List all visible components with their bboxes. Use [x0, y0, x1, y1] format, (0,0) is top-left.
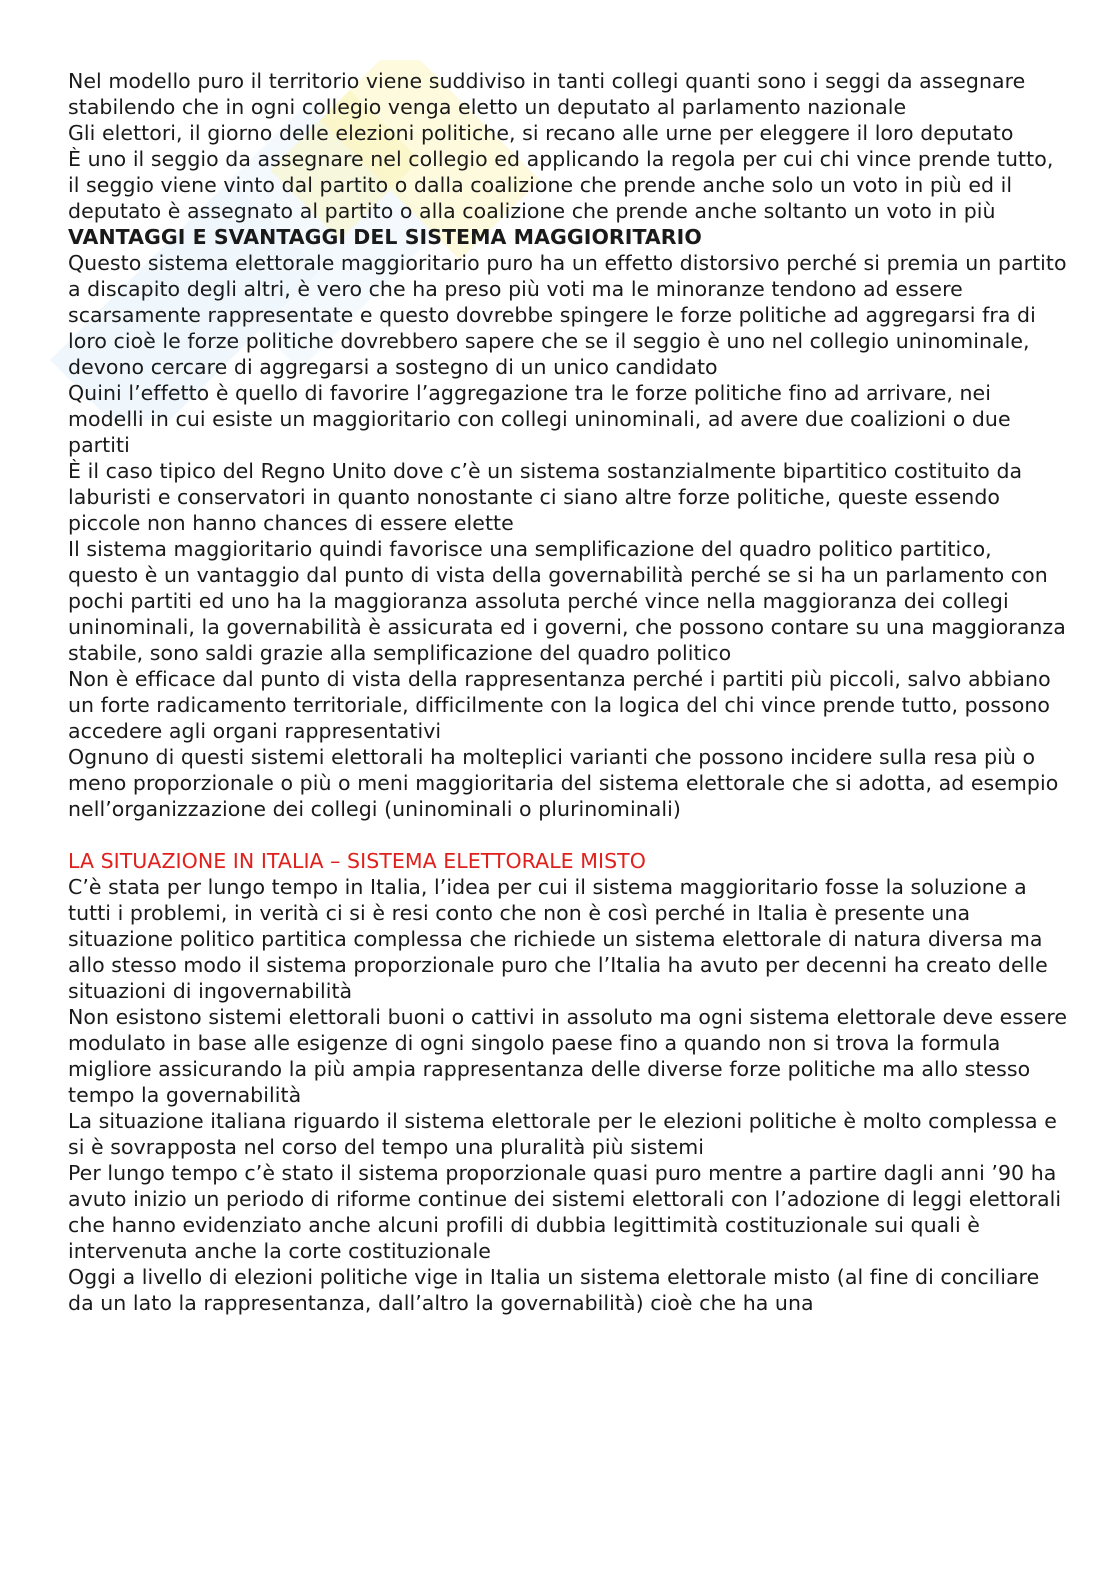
paragraph: È il caso tipico del Regno Unito dove c’è un sistema sostanzialmente bipartitico costituito da laburisti e conservatori in quanto nonostante ci siano altre forze politiche, queste essendo piccole non hanno chances di essere elette [68, 459, 1023, 535]
paragraph: Oggi a livello di elezioni politiche vige in Italia un sistema elettorale misto (al fine di conciliare da un lato la rappresentanza, dall’altro la governabilità) cioè che ha una [68, 1265, 1040, 1315]
section-heading-red: LA SITUAZIONE IN ITALIA – SISTEMA ELETTORALE MISTO [68, 849, 646, 873]
paragraph: Quini l’effetto è quello di favorire l’aggregazione tra le forze politiche fino ad arrivare, nei modelli in cui esiste un maggioritario con collegi uninominali, ad avere due coalizioni o due partiti [68, 381, 1011, 457]
paragraph: C’è stata per lungo tempo in Italia, l’idea per cui il sistema maggioritario fosse la soluzione a tutti i problemi, in verità ci si è resi conto che non è così perché in Italia è presente una situazione politico partitica complessa che richiede un sistema elettorale di natura diversa ma allo stesso modo il sistema proporzionale puro che l’Italia ha avuto per decenni ha creato delle situazioni di ingovernabilità [68, 875, 1048, 1003]
paragraph: Nel modello puro il territorio viene suddiviso in tanti collegi quanti sono i seggi da assegnare stabilendo che in ogni collegio venga eletto un deputato al parlamento nazionale [68, 69, 1026, 119]
section-heading: VANTAGGI E SVANTAGGI DEL SISTEMA MAGGIORITARIO [68, 225, 702, 249]
paragraph: Non esistono sistemi elettorali buoni o cattivi in assoluto ma ogni sistema elettorale deve essere modulato in base alle esigenze di ogni singolo paese fino a quando non si trova la formula migliore assicurando la più ampia rappresentanza delle diverse forze politiche ma allo stesso tempo la governabilità [68, 1005, 1068, 1107]
paragraph: Ognuno di questi sistemi elettorali ha molteplici varianti che possono incidere sulla resa più o meno proporzionale o più o meni maggioritaria del sistema elettorale che si adotta, ad esempio nell’organizzazione dei collegi (uninominali o plurinominali) [68, 745, 1059, 821]
document-body [68, 68, 1068, 1316]
paragraph: Gli elettori, il giorno delle elezioni politiche, si recano alle urne per eleggere il loro deputato [68, 121, 1014, 145]
paragraph: Non è efficace dal punto di vista della rappresentanza perché i partiti più piccoli, salvo abbiano un forte radicamento territoriale, difficilmente con la logica del chi vince prende tutto, possono accedere agli organi rappresentativi [68, 667, 1051, 743]
paragraph: La situazione italiana riguardo il sistema elettorale per le elezioni politiche è molto complessa e si è sovrapposta nel corso del tempo una pluralità più sistemi [68, 1109, 1057, 1159]
paragraph: Questo sistema elettorale maggioritario puro ha un effetto distorsivo perché si premia un partito a discapito degli altri, è vero che ha preso più voti ma le minoranze tendono ad essere scarsamente rappresentate e questo dovrebbe spingere le forze politiche ad aggregarsi fra di loro cioè le forze politiche dovrebbero sapere che se il seggio è uno nel collegio uninominale, devono cercare di aggregarsi a sostegno di un unico candidato [68, 251, 1067, 379]
blank-line [68, 822, 1068, 848]
paragraph: Il sistema maggioritario quindi favorisce una semplificazione del quadro politico partitico, questo è un vantaggio dal punto di vista della governabilità perché se si ha un parlamento con pochi partiti ed uno ha la maggioranza assoluta perché vince nella maggioranza dei collegi uninominali, la governabilità è assicurata ed i governi, che possono contare su una maggioranza stabile, sono saldi grazie alla semplificazione del quadro politico [68, 537, 1066, 665]
paragraph: Per lungo tempo c’è stato il sistema proporzionale quasi puro mentre a partire dagli anni ’90 ha avuto inizio un periodo di riforme continue dei sistemi elettorali con l’adozione di leggi elettorali che hanno evidenziato anche alcuni profili di dubbia legittimità costituzionale sui quali è intervenuta anche la corte costituzionale [68, 1161, 1062, 1263]
paragraph: È uno il seggio da assegnare nel collegio ed applicando la regola per cui chi vince prende tutto, il seggio viene vinto dal partito o dalla coalizione che prende anche solo un voto in più ed il deputato è assegnato al partito o alla coalizione che prende anche soltanto un voto in più [68, 147, 1054, 223]
